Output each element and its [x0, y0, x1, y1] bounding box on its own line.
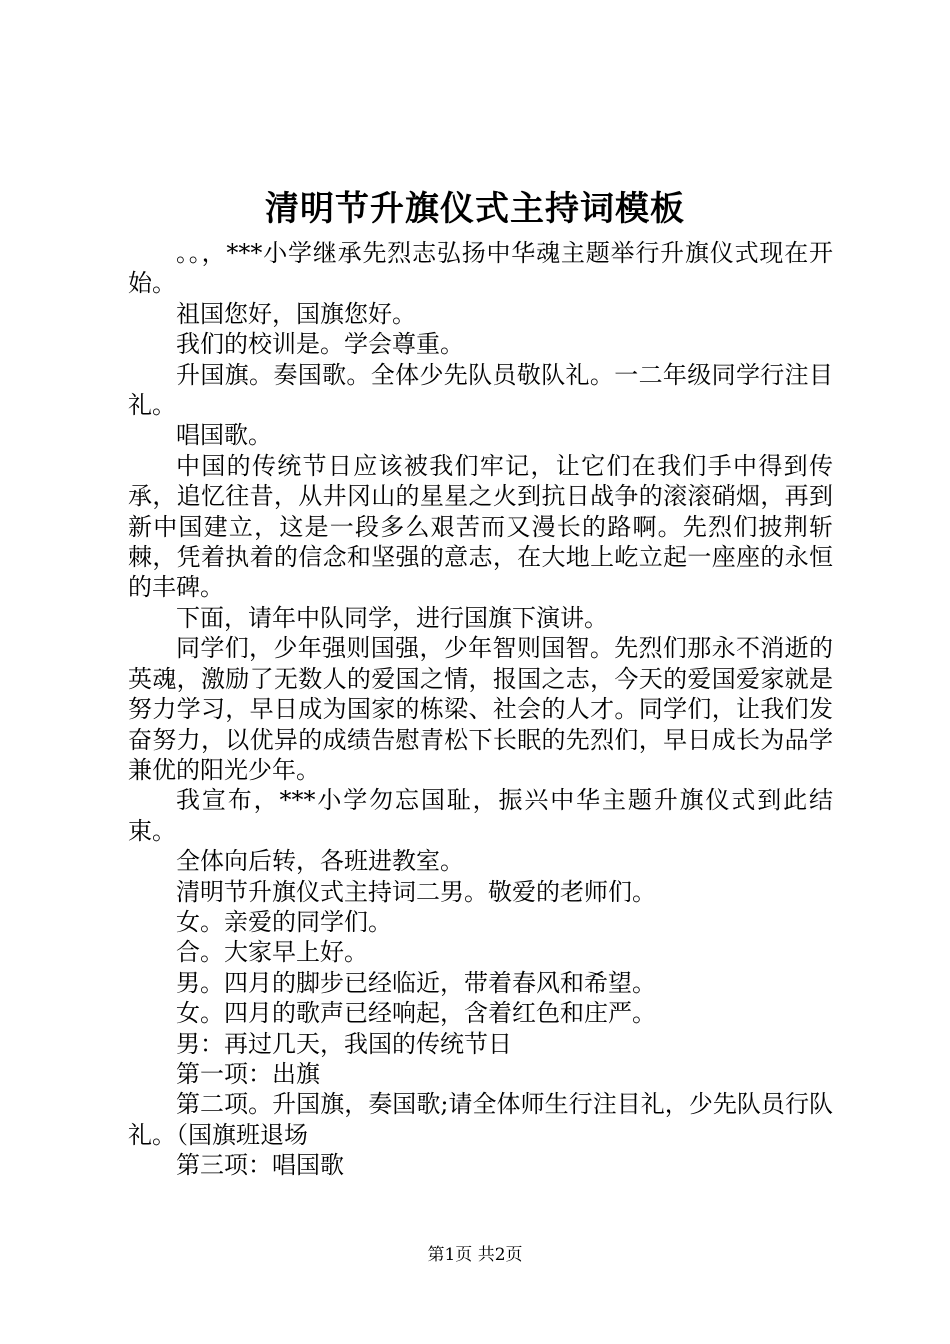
- paragraph: 下面，请年中队同学，进行国旗下演讲。: [176, 603, 608, 632]
- page-footer: 第1页 共2页: [427, 1245, 523, 1265]
- paragraph: 清明节升旗仪式主持词二男。敬爱的老师们。: [176, 877, 656, 906]
- paragraph: 我们的校训是。学会尊重。: [176, 330, 464, 359]
- paragraph: 女。四月的歌声已经响起，含着红色和庄严。: [176, 999, 656, 1028]
- paragraph: 男：再过几天，我国的传统节日: [176, 1029, 512, 1058]
- paragraph: 第二项。升国旗，奏国歌;请全体师生行注目礼，少先队员行队礼。（国旗班退场: [128, 1090, 833, 1149]
- document-title: 清明节升旗仪式主持词模板: [265, 189, 685, 229]
- paragraph: 第三项：唱国歌: [176, 1151, 344, 1180]
- paragraph: 唱国歌。: [176, 421, 272, 450]
- document-body: [128, 238, 833, 1181]
- paragraph: 同学们，少年强则国强，少年智则国智。先烈们那永不消逝的英魂，激励了无数人的爱国之情，报国之志，今天的爱国爱家就是努力学习，早日成为国家的栋梁、社会的人才。同学们，让我们发奋努力，以优异的成绩告慰青松下长眠的先烈们，早日成长为品学兼优的阳光少年。: [128, 634, 833, 784]
- paragraph: 。。，***小学继承先烈志弘扬中华魂主题举行升旗仪式现在开始。: [128, 239, 833, 298]
- paragraph: 中国的传统节日应该被我们牢记，让它们在我们手中得到传承，追忆往昔，从井冈山的星星之火到抗日战争的滚滚硝烟，再到新中国建立，这是一段多么艰苦而又漫长的路啊。先烈们披荆斩棘，凭着执着的信念和坚强的意志，在大地上屹立起一座座的永恒的丰碑。: [128, 451, 833, 602]
- paragraph: 女。亲爱的同学们。: [176, 907, 392, 936]
- paragraph: 全体向后转，各班进教室。: [176, 847, 464, 876]
- paragraph: 我宣布，***小学勿忘国耻，振兴中华主题升旗仪式到此结束。: [128, 786, 833, 845]
- paragraph: 祖国您好，国旗您好。: [176, 299, 416, 328]
- paragraph: 合。大家早上好。: [176, 938, 368, 967]
- paragraph: 男。四月的脚步已经临近，带着春风和希望。: [176, 968, 656, 997]
- paragraph: 第一项：出旗: [176, 1059, 320, 1088]
- paragraph: 升国旗。奏国歌。全体少先队员敬队礼。一二年级同学行注目礼。: [128, 360, 833, 420]
